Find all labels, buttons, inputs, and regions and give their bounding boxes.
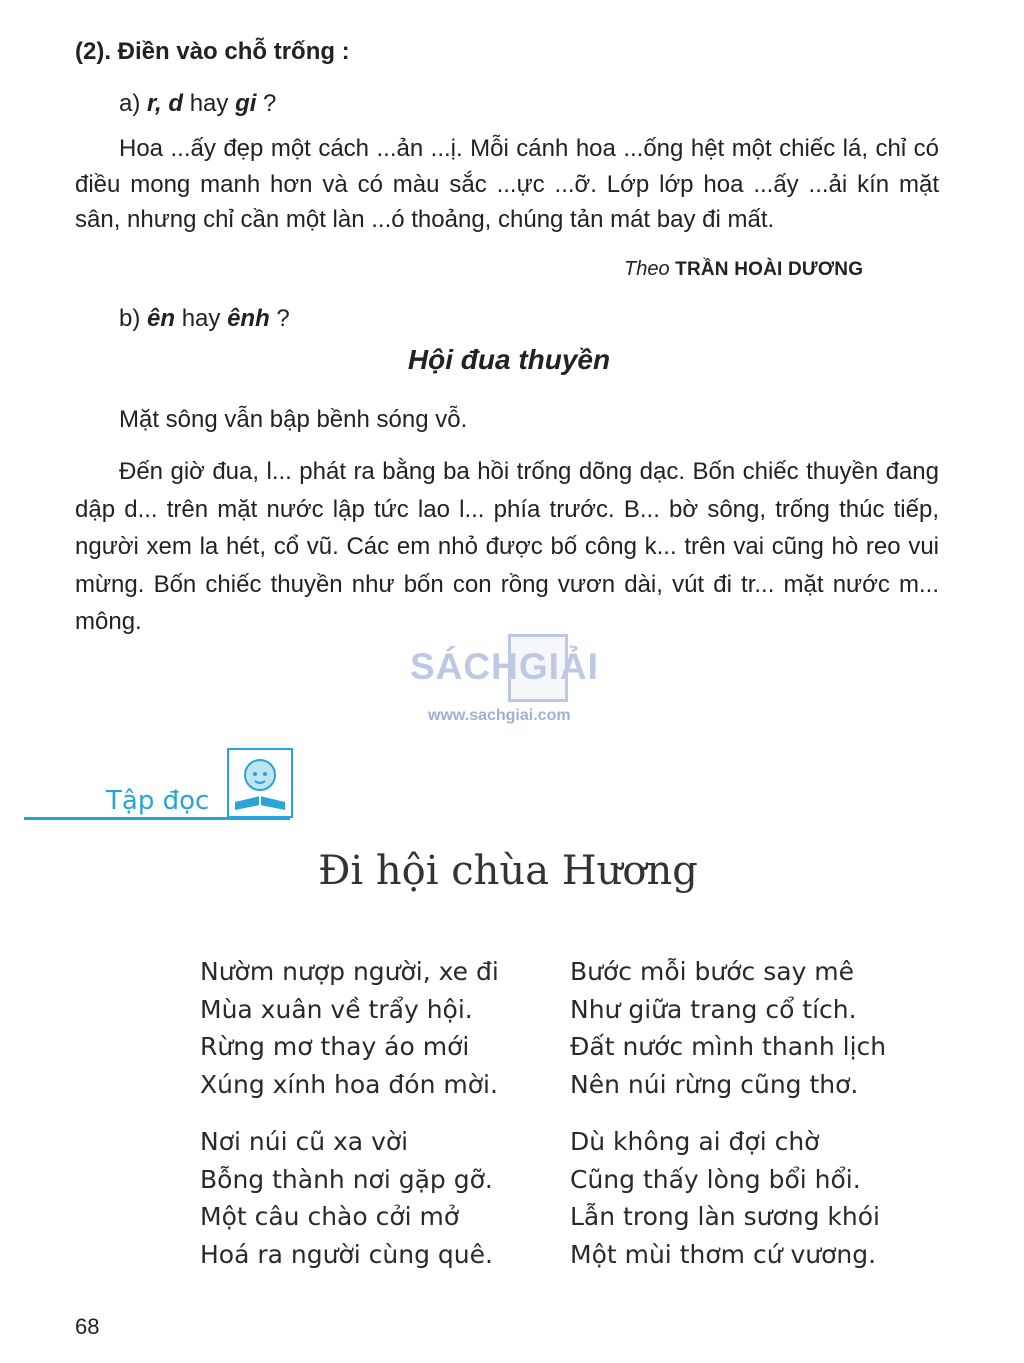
poem-line: Nên núi rừng cũng thơ.	[570, 1069, 859, 1099]
page-number: 68	[75, 1314, 100, 1339]
part-a-options-1: r, d	[147, 90, 184, 117]
poem-stanza-4	[570, 1123, 880, 1273]
part-b-options-1: ên	[147, 305, 176, 332]
section-divider	[24, 817, 290, 820]
poem-line: Bỗng thành nơi gặp gỡ.	[200, 1164, 493, 1194]
paragraph-a: Hoa ...ấy đẹp một cách ...ản ...ị. Mỗi cánh hoa ...ống hệt một chiếc lá, chỉ có điều mong manh hơn và có màu sắc ...ực ...ỡ. Lớp lớp hoa ...ấy ...ải kín mặt sân, nhưng chỉ cần một làn ...ó thoảng, chúng tản mát bay đi mất.	[75, 135, 939, 233]
poem-line: Cũng thấy lòng bổi hổi.	[570, 1164, 861, 1194]
watermark-logo	[410, 632, 620, 702]
part-b-options-2: ênh	[227, 305, 270, 332]
poem-stanza-2	[570, 953, 886, 1103]
part-a-prompt: a) r, d hay gi ?	[119, 90, 277, 117]
poem-line: Xúng xính hoa đón mời.	[200, 1069, 498, 1099]
poem-line: Lẫn trong làn sương khói	[570, 1202, 880, 1231]
story-title: Hội đua thuyền	[407, 344, 611, 375]
poem-stanza-1	[200, 953, 499, 1103]
poem-title: Đi hội chùa Hương	[318, 848, 698, 894]
credit: Theo TRẦN HOÀI DƯƠNG	[624, 258, 864, 280]
poem-line: Mùa xuân về trẩy hội.	[200, 994, 473, 1024]
reading-child-icon	[227, 748, 293, 818]
poem-line: Hoá ra người cùng quê.	[200, 1239, 493, 1269]
part-b-prompt: b) ên hay ênh ?	[119, 305, 290, 332]
poem-line: Nơi núi cũ xa vời	[200, 1127, 409, 1156]
poem-line: Rừng mơ thay áo mới	[200, 1032, 470, 1061]
credit-author: TRẦN HOÀI DƯƠNG	[675, 259, 864, 280]
exercise-heading: (2). Điền vào chỗ trống :	[75, 38, 350, 65]
poem-line: Một câu chào cởi mở	[200, 1202, 460, 1231]
poem-line: Bước mỗi bước say mê	[570, 957, 855, 986]
watermark-url: www.sachgiai.com	[428, 707, 571, 724]
paragraph-b1: Mặt sông vẫn bập bềnh sóng vỗ.	[119, 406, 468, 433]
watermark-brand: SÁCHGIẢI	[410, 646, 599, 687]
section-label: Tập đọc	[106, 786, 210, 816]
poem-line: Nườm nượp người, xe đi	[200, 957, 499, 986]
poem-line: Một mùi thơm cứ vương.	[570, 1239, 877, 1269]
paragraph-b2: Đến giờ đua, l... phát ra bằng ba hồi trống dõng dạc. Bốn chiếc thuyền đang dập d... trên mặt nước lập tức lao l... phía trước. B... bờ sông, trống thúc tiếp, người xem la hét, cổ vũ. Các em nhỏ được bố công k... trên vai cũng hò reo vui mừng. Bốn chiếc thuyền như bốn con rồng vươn dài, vút đi tr... mặt nước m... mông.	[75, 458, 939, 635]
poem-line: Đất nước mình thanh lịch	[570, 1032, 887, 1061]
part-a-options-2: gi	[235, 90, 257, 117]
poem-line: Dù không ai đợi chờ	[570, 1127, 820, 1156]
poem-stanza-3	[200, 1123, 493, 1273]
poem-line: Như giữa trang cổ tích.	[570, 994, 857, 1024]
